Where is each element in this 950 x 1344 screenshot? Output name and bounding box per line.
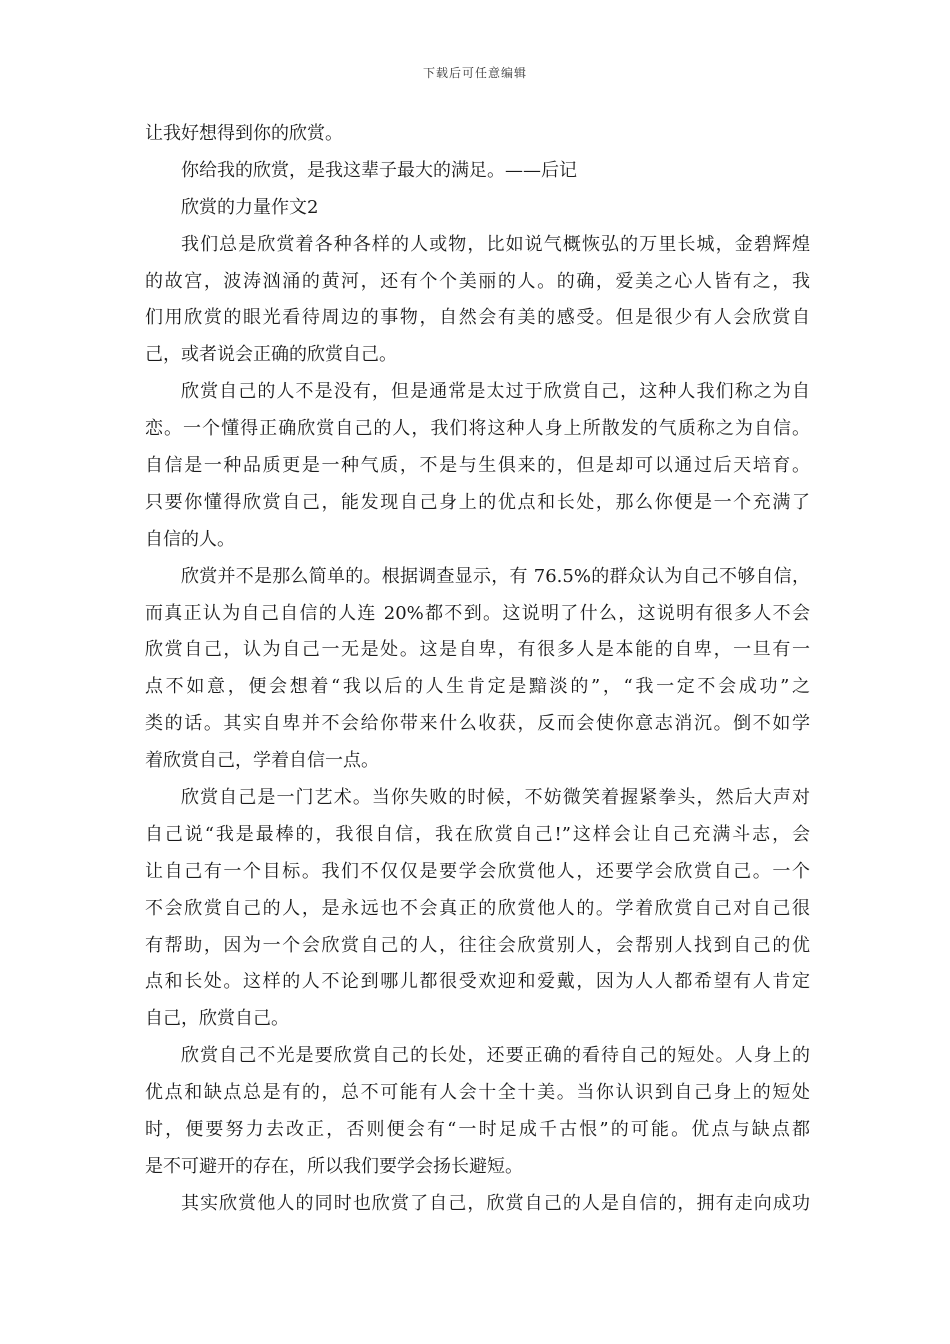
text-line: 欣赏自己，认为自己一无是处。这是自卑，有很多人是本能的自卑，一旦有一 bbox=[145, 639, 810, 661]
text-line: 点和长处。这样的人不论到哪儿都很受欢迎和爱戴，因为人人都希望有人肯定 bbox=[145, 971, 810, 993]
text-line: 欣赏自己是一门艺术。当你失败的时候，不妨微笑着握紧拳头，然后大声对 bbox=[181, 787, 810, 809]
text-line: 只要你懂得欣赏自己，能发现自己身上的优点和长处，那么你便是一个充满了 bbox=[145, 491, 810, 513]
text-line: 时，便要努力去改正，否则便会有“一时足成千古恨”的可能。优点与缺点都 bbox=[145, 1119, 810, 1141]
text-line: 是不可避开的存在，所以我们要学会扬长避短。 bbox=[145, 1155, 523, 1177]
text-line: 类的话。其实自卑并不会给你带来什么收获，反而会使你意志消沉。倒不如学 bbox=[145, 713, 810, 735]
text-line: 你给我的欣赏，是我这辈子最大的满足。——后记 bbox=[181, 159, 577, 181]
text-line: 自信是一种品质更是一种气质，不是与生俱来的，但是却可以通过后天培育。 bbox=[145, 455, 810, 477]
text-line: 恋。一个懂得正确欣赏自己的人，我们将这种人身上所散发的气质称之为自信。 bbox=[145, 418, 810, 440]
text-line: 欣赏自己不光是要欣赏自己的长处，还要正确的看待自己的短处。人身上的 bbox=[181, 1045, 810, 1067]
text-line: 自己，欣赏自己。 bbox=[145, 1008, 289, 1030]
text-line: 点不如意，便会想着“我以后的人生肯定是黯淡的”，“我一定不会成功”之 bbox=[145, 676, 810, 698]
text-line: 让我好想得到你的欣赏。 bbox=[145, 123, 343, 144]
text-line: 欣赏的力量作文2 bbox=[181, 196, 319, 218]
text-line: 而真正认为自己自信的人连 20%都不到。这说明了什么，这说明有很多人不会 bbox=[145, 602, 810, 624]
text-line: 其实欣赏他人的同时也欣赏了自己，欣赏自己的人是自信的，拥有走向成功 bbox=[181, 1192, 810, 1214]
text-line: 自信的人。 bbox=[145, 528, 235, 550]
text-line: 欣赏自己的人不是没有，但是通常是太过于欣赏自己，这种人我们称之为自 bbox=[181, 381, 810, 403]
document-body bbox=[145, 116, 810, 1223]
text-line: 自己说“我是最棒的，我很自信，我在欣赏自己!”这样会让自己充满斗志，会 bbox=[145, 823, 810, 845]
page-header: 下载后可任意编辑 bbox=[422, 66, 527, 80]
text-line: 的故宫，波涛汹涌的黄河，还有个个美丽的人。的确，爱美之心人皆有之，我 bbox=[145, 270, 810, 292]
text-line: 有帮助，因为一个会欣赏自己的人，往往会欣赏别人，会帮别人找到自己的优 bbox=[145, 934, 810, 956]
text-line: 们用欣赏的眼光看待周边的事物，自然会有美的感受。但是很少有人会欣赏自 bbox=[145, 307, 810, 329]
text-line: 不会欣赏自己的人，是永远也不会真正的欣赏他人的。学着欣赏自己对自己很 bbox=[145, 897, 810, 919]
text-line: 己，或者说会正确的欣赏自己。 bbox=[145, 344, 397, 366]
text-line: 欣赏并不是那么简单的。根据调查显示，有 76.5%的群众认为自己不够自信， bbox=[181, 565, 810, 587]
text-line: 优点和缺点总是有的，总不可能有人会十全十美。当你认识到自己身上的短处 bbox=[145, 1082, 810, 1104]
text-line: 着欣赏自己，学着自信一点。 bbox=[145, 750, 379, 772]
text-line: 让自己有一个目标。我们不仅仅是要学会欣赏他人，还要学会欣赏自己。一个 bbox=[145, 860, 810, 882]
text-line: 我们总是欣赏着各种各样的人或物，比如说气概恢弘的万里长城，金碧辉煌 bbox=[181, 233, 810, 255]
